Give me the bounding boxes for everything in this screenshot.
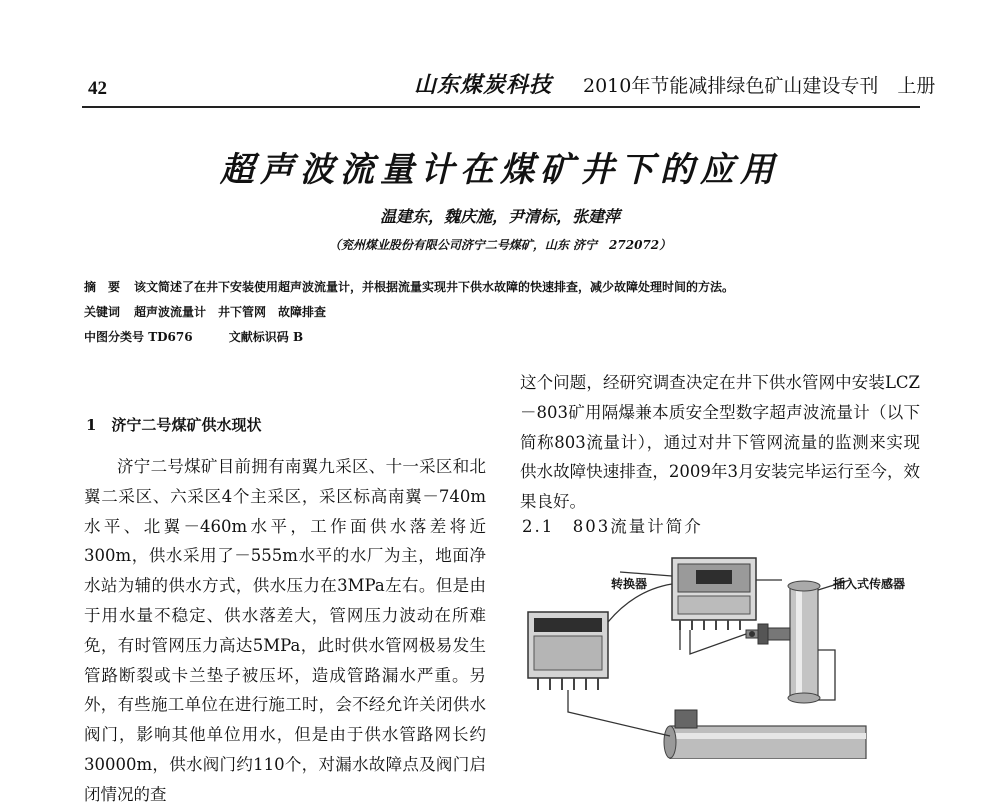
right-column-body: 这个问题，经研究调查决定在井下供水管网中安装LCZ－803矿用隔爆兼本质安全型数字超声波流量计（以下简称803流量计），通过对井下管网流量的监测来实现供水故障快速排查，2009年3月安装完毕运行至今，效果良好。 xyxy=(520,373,920,512)
clc-value: TD676 xyxy=(148,330,193,344)
converter-label xyxy=(611,573,647,592)
abstract-text: 该文简述了在井下安装使用超声波流量计，并根据流量实现井下供水故障的快速排查，减少故障处理时间的方法。 xyxy=(134,280,735,294)
converter-label-text: 转换器 xyxy=(611,577,648,591)
sensor-label-text: 插入式传感器 xyxy=(833,577,906,591)
sensor-label xyxy=(833,573,905,592)
right-column xyxy=(520,368,920,517)
abstract-label: 摘 要 xyxy=(84,280,121,294)
article-title: 超声波流量计在煤矿井下的应用 xyxy=(220,150,780,190)
keywords-label: 关键词 xyxy=(84,305,121,319)
clc-label: 中图分类号 xyxy=(84,330,145,344)
abstract xyxy=(84,278,734,295)
section-2-1-title: 2.1 803流量计简介 xyxy=(522,517,703,536)
pipe-bottom xyxy=(664,710,866,759)
sensor-assembly xyxy=(746,624,790,644)
doc-code-value: B xyxy=(292,330,304,344)
keywords-text: 超声波流量计 井下管网 故障排查 xyxy=(134,305,327,319)
header-rule xyxy=(82,106,920,108)
section-1-body: 济宁二号煤矿目前拥有南翼九采区、十一采区和北翼二采区、六采区4个主采区，采区标高南翼－740m水平、北翼－460m水平，工作面供水落差将近300m，供水采用了－555m水平的水厂为主，地面净水站为辅的供水方式，供水压力在3MPa左右。但是由于用水量不稳定、供水落差大，管网压力波动在所难免，有时管网压力高达5MPa，此时供水管网极易发生管路断裂或卡兰垫子被压坏，造成管路漏水严重。另外，有些施工单位在进行施工时，会不经允许关闭供水阀门，影响其他单位用水，但是由于供水管路网长约30000m，供水阀门约110个，对漏水故障点及阀门启闭情况的查 xyxy=(84,457,486,804)
section-1-title: 1 济宁二号煤矿供水现状 xyxy=(86,416,262,434)
page-number: 42 xyxy=(88,78,107,99)
classification xyxy=(84,328,303,345)
keywords xyxy=(84,303,326,320)
left-column xyxy=(84,452,486,810)
host-unit xyxy=(528,612,608,690)
journal-logo: 山东煤炭科技 xyxy=(414,72,553,98)
pipe-vertical xyxy=(788,581,820,703)
doc-code-label: 文献标识码 xyxy=(228,330,289,344)
authors: 温建东，魏庆施，尹清标，张建萍 xyxy=(379,207,620,226)
converter-unit xyxy=(672,558,756,630)
journal-issue: 2010年节能减排绿色矿山建设专刊 上册 xyxy=(583,75,936,97)
affiliation: （兖州煤业股份有限公司济宁二号煤矿，山东 济宁 272072） xyxy=(328,238,672,252)
